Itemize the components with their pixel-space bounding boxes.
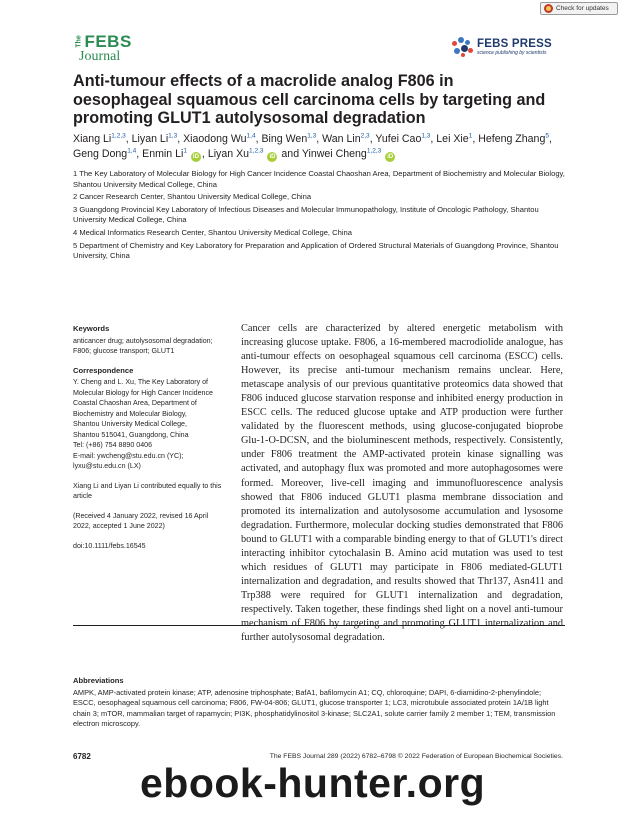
affiliation-3: 3 Guangdong Provincial Key Laboratory of Infectious Diseases and Molecular Immunopathology, Institute of Oncologic Pathology, Shantou University Medical College, China (73, 204, 539, 225)
page-number: 6782 (73, 752, 91, 761)
author-affiliation-sup[interactable]: 1,3 (421, 132, 431, 140)
correspondence-block (73, 366, 223, 472)
watermark-text: ebook-hunter.org (140, 760, 486, 806)
author-affiliation-sup[interactable]: 1,4 (246, 132, 256, 140)
author-affiliation-sup[interactable]: 1,3 (307, 132, 317, 140)
author-name[interactable]: Geng Dong (73, 148, 128, 160)
febs-press-tagline: science publishing by scientists (477, 50, 547, 56)
febs-press-name: FEBS PRESS (477, 38, 552, 50)
abstract-text: Cancer cells are characterized by altered energetic metabolism with increasing glucose uptake. F806, a 16-membered macrodiolide analogue, has anti-tumour effects on oesophageal squamous cell carcinoma (ESCC) cells. However, its precise anti-tumour mechanism remains unclear. Here, metascape analysis of our previous quantitative proteomics data showed that F806 induced glucose starvation response and inhibited energy production in ESCC cells. The reduced glucose uptake and ATP production were further validated by the fluorescent methods, using glucose-conjugated bioprobe Glu-1-O-DCSN, and the bioluminescent methods, respectively. Consistently, under F806 treatment the AMP-activated protein kinase signalling was activated, and autophagy flux was promoted and more autophagosomes were formed. Moreover, live-cell imaging and immunofluorescence analysis showed that F806 induced GLUT1 plasma membrane dissociation and promoted its internalization and autolysosome accumulation and lysosome degradation. Furthermore, molecular docking studies demonstrated that F806 bound to GLUT1 with a comparable binding energy to that of GLUT1's direct interacting inhibitor cytochalasin B. Amino acid mutation was used to test which residues of GLUT1 may participate in F806 mediated-GLUT1 internalization and degradation, and results showed that Thr137, Asn411 and Trp388 were required for GLUT1 internalization and degradation, respectively. Taken together, these findings shed light on a novel anti-tumour mechanism of F806 by targeting and promoting GLUT1 internalization and further autolysosomal degradation. (241, 323, 563, 644)
affiliation-2: 2 Cancer Research Center, Shantou University Medical College, China (73, 192, 312, 202)
author-name[interactable]: Xiang Li (73, 133, 112, 145)
check-for-updates-label: Check for updates (556, 5, 609, 12)
author-name[interactable]: Yufei Cao (375, 133, 422, 145)
correspondence-email[interactable]: E-mail: ywcheng@stu.edu.cn (YC); (73, 451, 184, 460)
footer-citation: The FEBS Journal 289 (2022) 6782–6798 © 2022 Federation of European Biochemical Societies. (269, 753, 563, 760)
keywords-text: anticancer drug; autolysosomal degradation; F806; glucose transport; GLUT1 (73, 336, 213, 355)
orcid-icon[interactable]: iD (269, 154, 276, 160)
affiliation-4: 4 Medical Informatics Research Center, Shantou University Medical College, China (73, 227, 352, 237)
orcid-icon[interactable]: iD (387, 154, 394, 160)
author-affiliation-sup[interactable]: 1,4 (127, 147, 137, 155)
logo-the: The (75, 35, 83, 48)
abbreviations-heading: Abbreviations (73, 676, 124, 685)
correspondence-line: Y. Cheng and L. Xu, The Key Laboratory of (73, 378, 209, 386)
abbreviations-text: AMPK, AMP-activated protein kinase; ATP, adenosine triphosphate; BafA1, bafilomycin A1; CQ, chloroquine; DAPI, 6-diamidino-2-phenylindole; ESCC, oesophageal squamous cell carcinoma; F806, FW-04-806; GLUT1, glucose transporter 1; LC3, microtubule associated protein 1A/1B light chain 3; mTOR, mammalian target of rapamycin; PI3K, phosphatidylinositol 3-kinase; SLC2A1, solute carrier family 2 member 1; TEM, transmission electron microscopy. (73, 687, 556, 728)
received-dates: (Received 4 January 2022, revised 16 April 2022, accepted 1 June 2022) (73, 511, 209, 530)
keywords-block (73, 324, 223, 357)
doi-link[interactable]: doi:10.1111/febs.16545 (73, 541, 146, 550)
author-affiliation-sup[interactable]: 1,3 (168, 132, 178, 140)
logo-journal: Journal (79, 49, 121, 64)
check-for-updates-button[interactable] (540, 2, 618, 15)
keywords-heading: Keywords (73, 324, 110, 333)
section-divider (73, 625, 565, 626)
author-name[interactable]: Hefeng Zhang (478, 133, 546, 145)
author-name[interactable]: Liyan Li (131, 133, 169, 145)
affiliation-list (73, 169, 573, 264)
febs-press-dots-icon (452, 37, 474, 57)
logo-febs: FEBS (84, 32, 132, 51)
article-title: Anti-tumour effects of a macrolide analog F806 in oesophageal squamous cell carcinoma cells by targeting and promoting GLUT1 autolysosomal degradation (73, 72, 546, 127)
author-list: Xiang Li$^{1,2,3}$, Liyan Li$^{1,3}$, Xiaodong Wu$^{1,4}$, Bing Wen$^{1,3}$, Wan Lin$^{2,3}$, Yufei Cao$^{1,3}$, Lei Xie$^1$, Hefeng Zhang$^5$, Geng Dong$^{1,4}$, Enmin Li$^1$ iD , Liyan Xu$^{1,2,3}$ iD and Yinwei Cheng$^{1,2,3}$ iD (73, 132, 552, 160)
affiliation-1: 1 The Key Laboratory of Molecular Biology for High Cancer Incidence Coastal Chaoshan Area, Department of Biochemistry and Molecular Biology, Shantou University Medical College, China (73, 169, 565, 189)
correspondence-line: Tel: (+86) 754 8890 0406 (73, 441, 153, 449)
febs-press-logo (452, 37, 552, 57)
correspondence-line: Shantou 515041, Guangdong, China (73, 430, 189, 439)
author-name[interactable]: Bing Wen (261, 133, 308, 145)
contribution-note: Xiang Li and Liyan Li contributed equally to this article (73, 481, 222, 500)
author-and: and (278, 148, 302, 160)
correspondence-email[interactable]: lyxu@stu.edu.cn (LX) (73, 462, 141, 470)
correspondence-line: Shantou University Medical College, (73, 420, 187, 428)
affiliation-5: 5 Department of Chemistry and Key Laboratory for Preparation and Application of Ordered Structural Materials of Guangdong Province, Shantou University, China (73, 240, 559, 261)
author-affiliation-sup[interactable]: 1,2,3 (111, 132, 126, 140)
article-sidebar (73, 324, 223, 560)
author-affiliation-sup[interactable]: 1,2,3 (249, 147, 264, 155)
author-name[interactable]: Liyan Xu (207, 148, 250, 160)
author-affiliation-sup[interactable]: 1 (183, 147, 187, 155)
author-affiliation-sup[interactable]: 1,2,3 (366, 147, 382, 155)
correspondence-line: Biochemistry and Molecular Biology, (73, 409, 187, 418)
abbreviations-block (73, 676, 563, 730)
correspondence-line: Coastal Chaoshan Area, Department of (73, 399, 197, 407)
febs-journal-logo (73, 33, 132, 65)
author-name[interactable]: Xiaodong Wu (183, 133, 247, 145)
orcid-icon[interactable]: iD (192, 154, 199, 160)
author-name[interactable]: Enmin Li (142, 148, 184, 160)
author-name[interactable]: Yinwei Cheng (301, 148, 367, 160)
correspondence-line: Molecular Biology for High Cancer Incidence (73, 388, 213, 397)
crossmark-icon (544, 4, 553, 13)
correspondence-heading: Correspondence (73, 365, 134, 375)
author-affiliation-sup[interactable]: 5 (545, 132, 549, 140)
author-affiliation-sup[interactable]: 2,3 (360, 132, 370, 140)
author-affiliation-sup[interactable]: 1 (468, 132, 473, 140)
author-name[interactable]: Lei Xie (436, 133, 469, 145)
author-name[interactable]: Wan Lin (322, 133, 361, 145)
